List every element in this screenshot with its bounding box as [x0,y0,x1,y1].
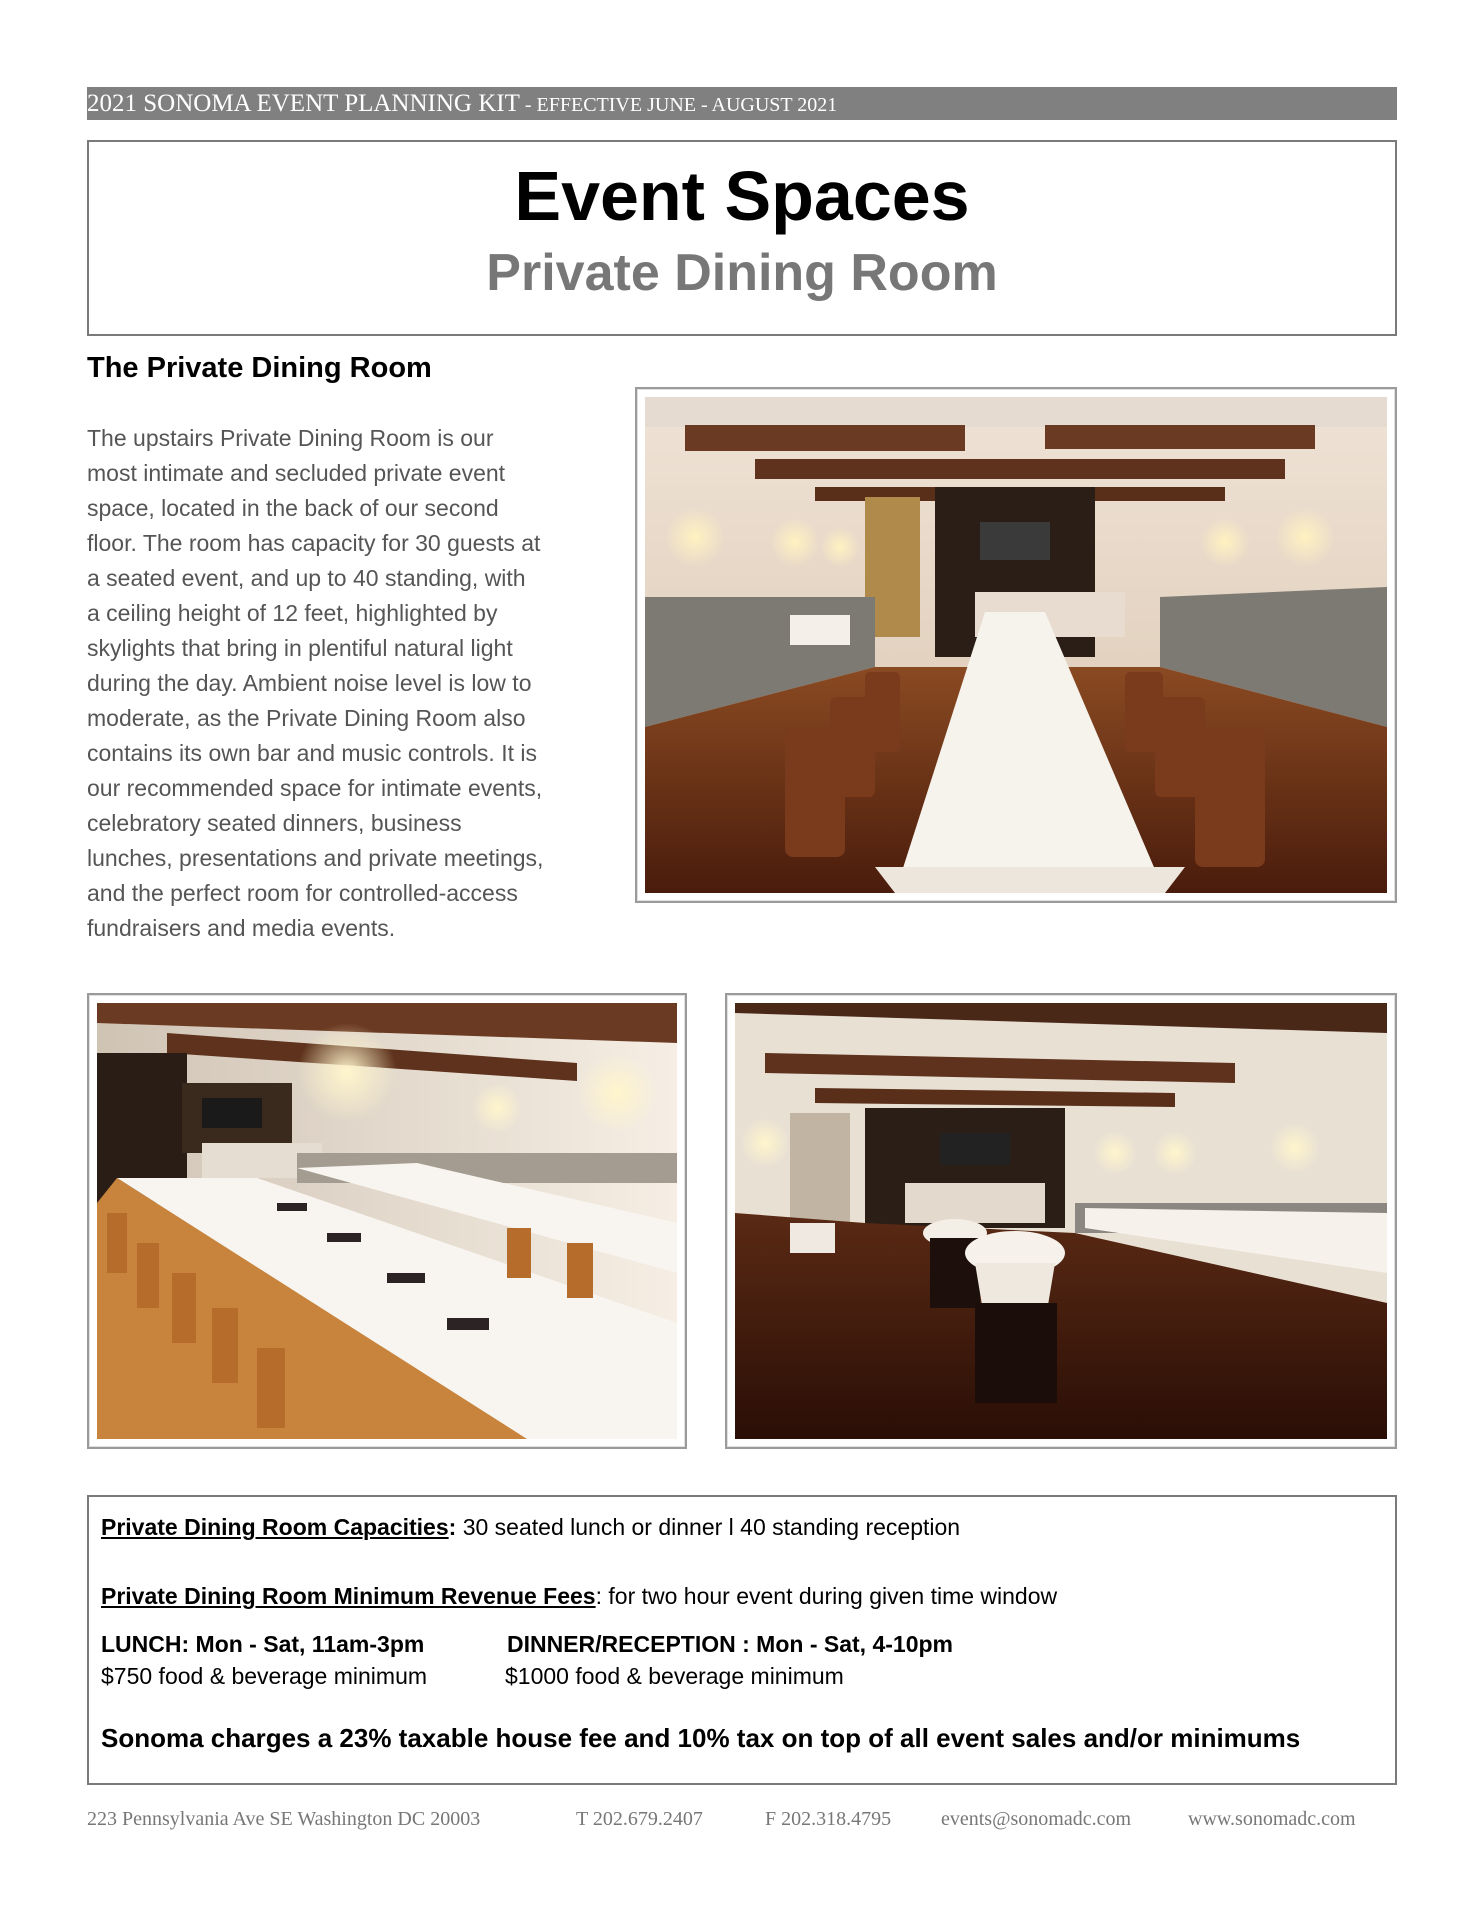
lunch-minimum: $750 food & beverage minimum [101,1663,428,1689]
capacities-value: 30 seated lunch or dinner l 40 standing reception [456,1514,961,1540]
intro-line: floor. The room has capacity for 30 guests at [87,530,541,556]
info-box [87,1495,1397,1785]
footer-phone: T 202.679.2407 [576,1808,703,1830]
intro-line: a ceiling height of 12 feet, highlighted by [87,600,498,626]
dinner-heading: DINNER/RECEPTION : Mon - Sat, 4-10pm [507,1631,953,1657]
fees-label: Private Dining Room Minimum Revenue Fees [101,1583,596,1609]
footer-address: 223 Pennsylvania Ave SE Washington DC 20003 [87,1808,481,1830]
page-subtitle: Private Dining Room [486,244,998,302]
dinner-minimum: $1000 food & beverage minimum [505,1663,844,1689]
capacities-colon: : [448,1514,457,1540]
photo-reception-setup [725,993,1397,1449]
photo-reception-setup-image [735,1003,1387,1439]
fees-value: : for two hour event during given time window [595,1583,1058,1609]
photo-banquet-tables-image [97,1003,677,1439]
effective-dates: - EFFECTIVE JUNE - AUGUST 2021 [519,94,838,116]
intro-line: The upstairs Private Dining Room is our [87,425,494,451]
intro-line: our recommended space for intimate events, [87,775,543,801]
photo-long-table [635,387,1397,903]
section-heading: The Private Dining Room [87,352,432,384]
intro-line: fundraisers and media events. [87,915,396,941]
intro-paragraph [87,421,582,946]
footer [87,1808,1397,1838]
header-bar [87,87,1397,120]
footer-website[interactable]: www.sonomadc.com [1188,1808,1356,1830]
intro-line: skylights that bring in plentiful natural light [87,635,513,661]
page-title: Event Spaces [514,157,970,235]
intro-line: contains its own bar and music controls. It is [87,740,537,766]
intro-line: a seated event, and up to 40 standing, with [87,565,526,591]
house-fee-note: Sonoma charges a 23% taxable house fee and 10% tax on top of all event sales and/or minimums [101,1723,1301,1753]
lunch-heading: LUNCH: Mon - Sat, 11am-3pm [101,1631,425,1657]
intro-line: lunches, presentations and private meetings, [87,845,544,871]
footer-email[interactable]: events@sonomadc.com [941,1808,1132,1830]
intro-line: moderate, as the Private Dining Room also [87,705,526,731]
intro-line: celebratory seated dinners, business [87,810,462,836]
capacities-line [101,1514,960,1541]
fees-line [101,1583,1057,1610]
photo-banquet-tables [87,993,687,1449]
footer-fax: F 202.318.4795 [765,1808,892,1830]
intro-line: during the day. Ambient noise level is low to [87,670,532,696]
kit-title: 2021 SONOMA EVENT PLANNING KIT [87,90,520,117]
photo-long-table-image [645,397,1387,893]
intro-line: most intimate and secluded private event [87,460,506,486]
intro-line: space, located in the back of our second [87,495,499,521]
capacities-label: Private Dining Room Capacities [101,1514,449,1540]
title-box [87,140,1397,336]
intro-line: and the perfect room for controlled-access [87,880,518,906]
